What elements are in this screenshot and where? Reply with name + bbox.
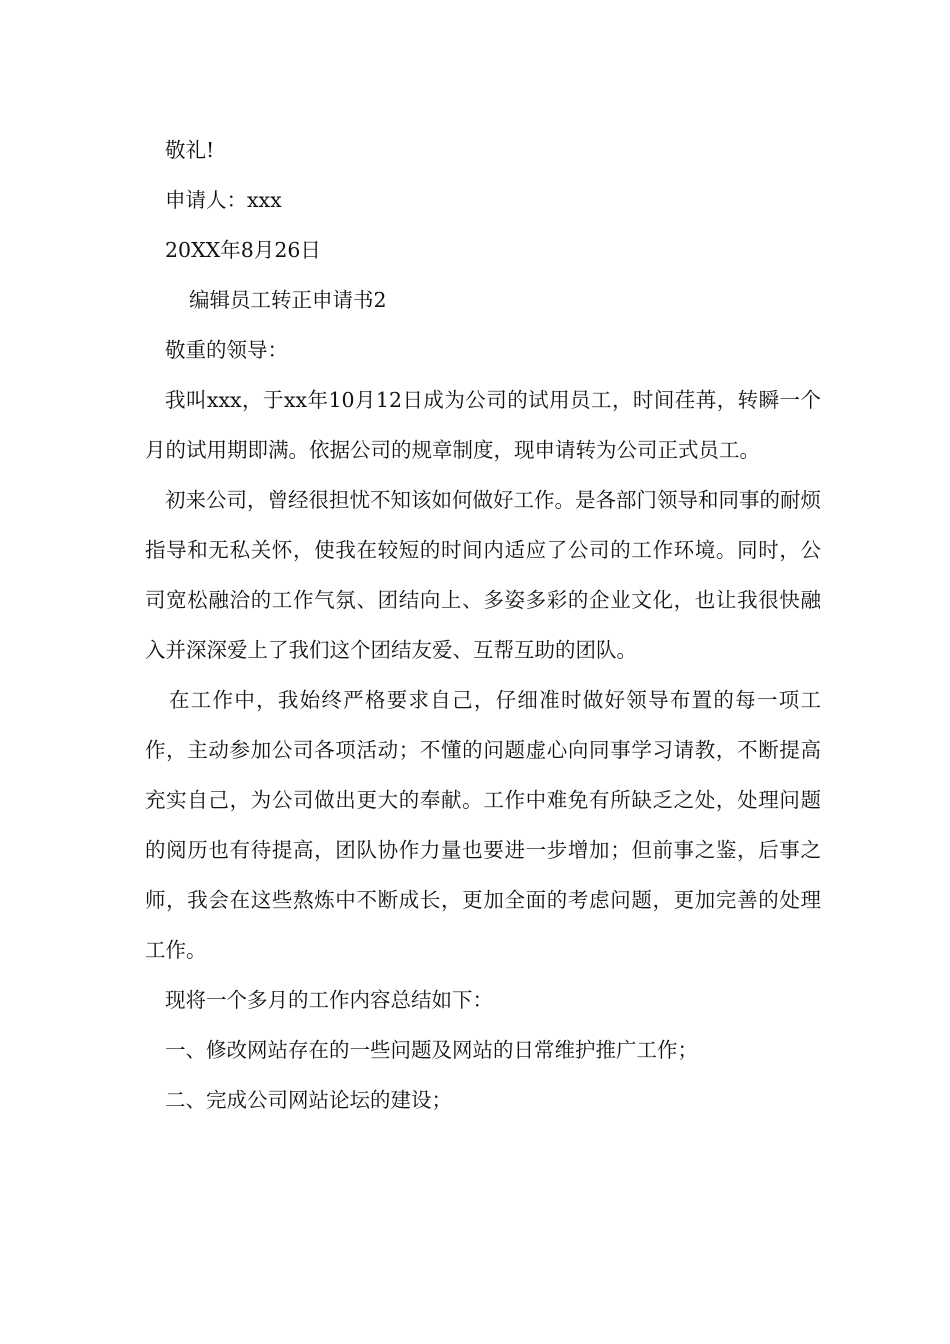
summary-intro: 现将一个多月的工作内容总结如下： [165, 988, 493, 1012]
closing-line: 敬礼! [165, 138, 215, 162]
paragraph-intro: 我叫xxx，于xx年10月12日成为公司的试用员工，时间荏苒，转瞬一个月的试用期即满。依据公司的规章制度，现申请转为公司正式员工。 [145, 388, 821, 462]
applicant-line: 申请人：xxx [165, 188, 282, 212]
paragraph-work-attitude: 在工作中，我始终严格要求自己，仔细准时做好领导布置的每一项工作，主动参加公司各项活动；不懂的问题虚心向同事学习请教，不断提高充实自己，为公司做出更大的奉献。工作中难免有所缺乏之处，处理问题的阅历也有待提高，团队协作力量也要进一步增加；但前事之鉴，后事之师，我会在这些熬炼中不断成长，更加全面的考虑问题，更加完善的处理工作。 [145, 688, 821, 962]
document-title: 编辑员工转正申请书2 [189, 288, 387, 312]
paragraph-adaptation: 初来公司，曾经很担忧不知该如何做好工作。是各部门领导和同事的耐烦指导和无私关怀，使我在较短的时间内适应了公司的工作环境。同时，公司宽松融洽的工作气氛、团结向上、多姿多彩的企业文化，也让我很快融入并深深爱上了我们这个团结友爱、互帮互助的团队。 [145, 488, 821, 662]
salutation: 敬重的领导： [165, 338, 288, 362]
document-body [145, 125, 821, 1125]
date-line: 20XX年8月26日 [165, 238, 321, 262]
list-item: 二、完成公司网站论坛的建设； [165, 1088, 452, 1112]
list-item: 一、修改网站存在的一些问题及网站的日常维护推广工作； [165, 1038, 698, 1062]
